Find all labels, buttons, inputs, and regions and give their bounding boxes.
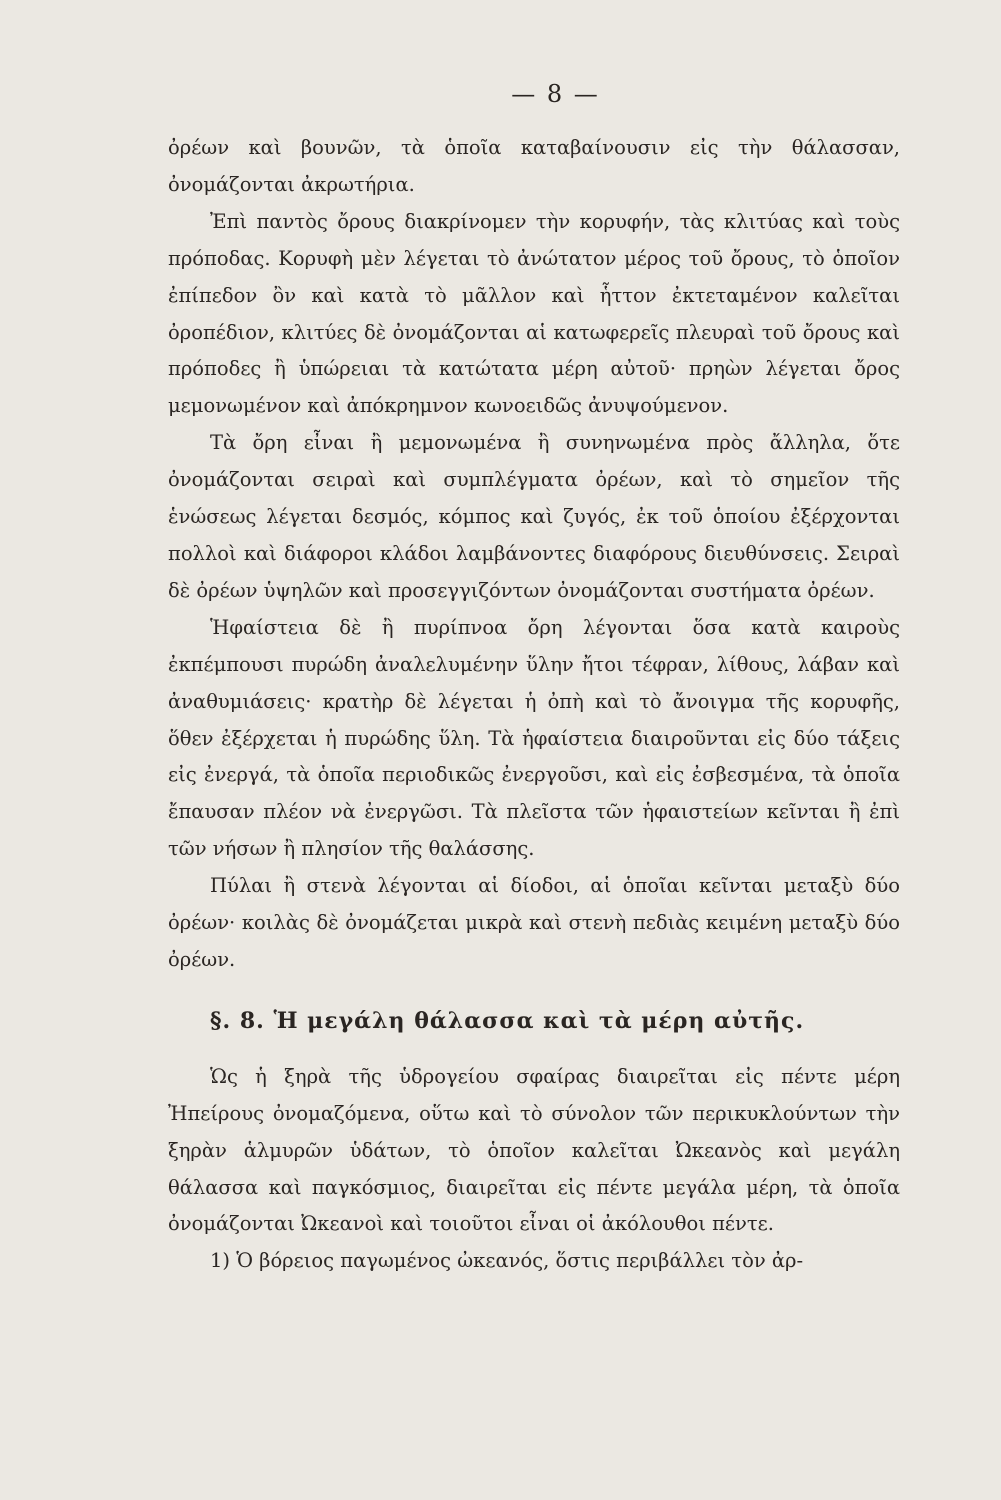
paragraph: Ἐπὶ παντὸς ὄρους διακρίνομεν τὴν κορυφήν, τὰς κλιτύας καὶ τοὺς πρόποδας. Κορυφὴ μὲν λέγεται τὸ ἀνώτατον μέρος τοῦ ὄρους, τὸ ὁποῖον ἐπίπεδον ὂν καὶ κατὰ τὸ μᾶλλον καὶ ἧττον ἐκτεταμένον καλεῖται ὀροπέδιον, κλιτύες δὲ ὀνομάζονται αἱ κατωφερεῖς πλευραὶ τοῦ ὄρους καὶ πρόποδες ἢ ὑπώρειαι τὰ κατώτατα μέρη αὐτοῦ· πρηὼν λέγεται ὄρος μεμονωμένον καὶ ἀπόκρημνον κωνοειδῶς ἀνυψούμενον. xyxy=(168,209,900,418)
paragraph: Ὡς ἡ ξηρὰ τῆς ὑδρογείου σφαίρας διαιρεῖται εἰς πέντε μέρη Ἠπείρους ὀνομαζόμενα, οὕτω καὶ τὸ σύνολον τῶν περικυκλούντων τὴν ξηρὰν ἁλμυρῶν ὑδάτων, τὸ ὁποῖον καλεῖται Ὠκεανὸς καὶ μεγάλη θάλασσα καὶ παγκόσμιος, διαιρεῖται εἰς πέντε μεγάλα μέρη, τὰ ὁποῖα ὀνομάζονται Ὠκεανοὶ καὶ τοιοῦτοι εἶναι οἱ ἀκόλουθοι πέντε. xyxy=(168,1064,900,1236)
paragraph: Ἡφαίστεια δὲ ἢ πυρίπνοα ὄρη λέγονται ὅσα κατὰ καιροὺς ἐκπέμπουσι πυρώδη ἀναλελυμένην ὕλην ἤτοι τέφραν, λίθους, λάβαν καὶ ἀναθυμιάσεις· κρατὴρ δὲ λέγεται ἡ ὀπὴ καὶ τὸ ἄνοιγμα τῆς κορυφῆς, ὅθεν ἐξέρχεται ἡ πυρώδης ὕλη. Τὰ ἡφαίστεια διαιροῦνται εἰς δύο τάξεις εἰς ἐνεργά, τὰ ὁποῖα περιοδικῶς ἐνεργοῦσι, καὶ εἰς ἐσβεσμένα, τὰ ὁποῖα ἔπαυσαν πλέον νὰ ἐνεργῶσι. Τὰ πλεῖστα τῶν ἡφαιστείων κεῖνται ἢ ἐπὶ τῶν νήσων ἢ πλησίον τῆς θαλάσσης. xyxy=(168,615,900,861)
paragraph: ὀρέων καὶ βουνῶν, τὰ ὁποῖα καταβαίνουσιν εἰς τὴν θάλασσαν, ὀνομάζονται ἀκρωτήρια. xyxy=(168,136,900,196)
page-number: — 8 — xyxy=(511,80,600,108)
paragraph: Τὰ ὄρη εἶναι ἢ μεμονωμένα ἢ συνηνωμένα πρὸς ἄλληλα, ὅτε ὀνομάζονται σειραὶ καὶ συμπλέγματα ὀρέων, καὶ τὸ σημεῖον τῆς ἑνώσεως λέγεται δεσμός, κόμπος καὶ ζυγός, ἐκ τοῦ ὁποίου ἐξέρχονται πολλοὶ καὶ διάφοροι κλάδοι λαμβάνοντες διαφόρους διευθύνσεις. Σειραὶ δὲ ὀρέων ὑψηλῶν καὶ προσεγγιζόντων ὀνομάζονται συστήματα ὀρέων. xyxy=(168,431,900,602)
paragraph: Πύλαι ἢ στενὰ λέγονται αἱ δίοδοι, αἱ ὁποῖαι κεῖνται μεταξὺ δύο ὀρέων· κοιλὰς δὲ ὀνομάζεται μικρὰ καὶ στενὴ πεδιὰς κειμένη μεταξὺ δύο ὀρέων. xyxy=(168,874,900,971)
paragraph: 1) Ὁ βόρειος παγωμένος ὠκεανός, ὅστις περιβάλλει τὸν ἀρ- xyxy=(210,1249,804,1273)
section-heading: §. 8. Ἡ μεγάλη θάλασσα καὶ τὰ μέρη αὐτῆς. xyxy=(210,1007,805,1034)
body-text xyxy=(168,130,900,1280)
